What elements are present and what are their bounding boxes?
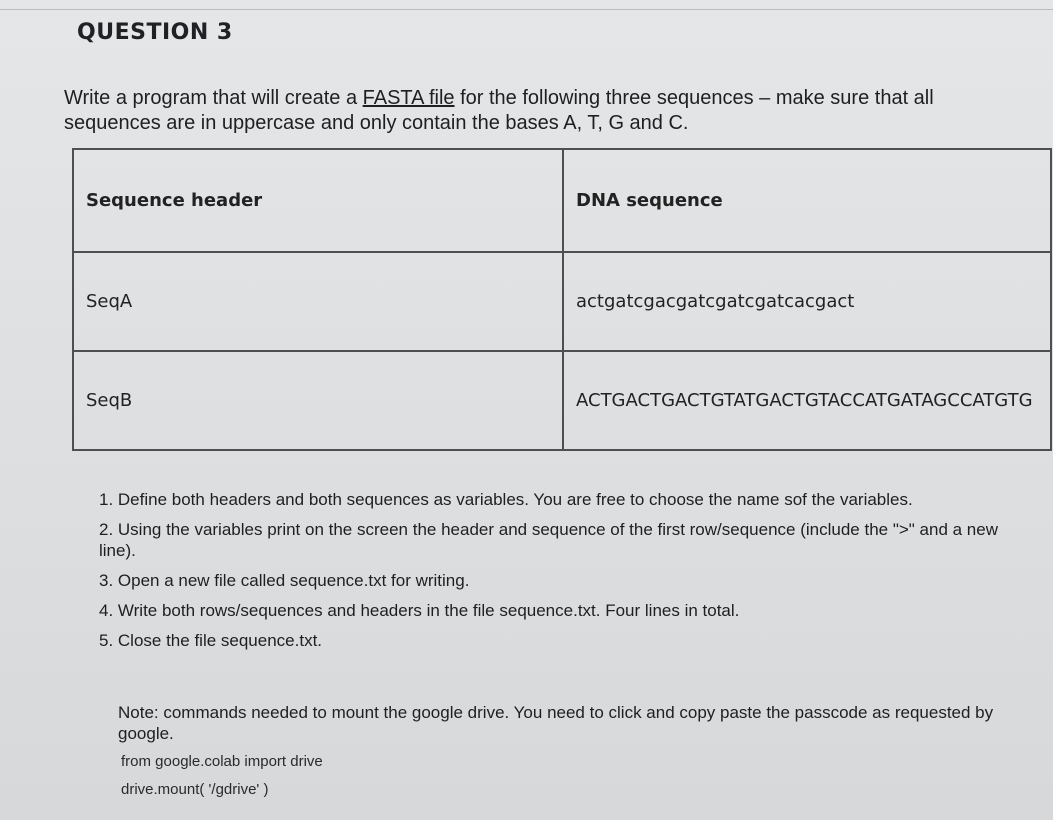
- intro-text-start: Write a program that will create a: [64, 87, 363, 109]
- row-sequence-cell: actgatcgacgatcgatcgatcacgact: [563, 252, 1051, 351]
- column-header-sequence-header: Sequence header: [73, 149, 563, 252]
- fasta-file-link[interactable]: FASTA file: [362, 87, 455, 109]
- instruction-item: 4. Write both rows/sequences and headers in the file sequence.txt. Four lines in total.: [99, 601, 740, 620]
- table-row: [73, 252, 1051, 351]
- instruction-item: 2. Using the variables print on the screen the header and sequence of the first row/sequence (include the ">" and a new line).: [99, 520, 998, 560]
- row-sequence-cell: ACTGACTGACTGTATGACTGTACCATGATAGCCATGTG: [563, 351, 1051, 450]
- top-divider: [0, 9, 1053, 10]
- question-intro: [64, 86, 1024, 136]
- instruction-list: [99, 489, 999, 660]
- sequence-table: [72, 148, 1052, 451]
- question-title: QUESTION 3: [77, 20, 233, 45]
- row-header-cell: SeqA: [73, 252, 563, 351]
- code-line: from google.colab import drive: [121, 753, 323, 770]
- table-row: [73, 351, 1051, 450]
- row-header-cell: SeqB: [73, 351, 563, 450]
- intro-text-end: for the following three sequences – make sure that all sequences are in uppercase and only contain the bases A, T, G and C.: [64, 87, 934, 134]
- instruction-item: 1. Define both headers and both sequences as variables. You are free to choose the name sof the variables.: [99, 490, 913, 509]
- instruction-item: 5. Close the file sequence.txt.: [99, 631, 323, 650]
- note-text: Note: commands needed to mount the google drive. You need to click and copy paste the passcode as requested by google.: [118, 703, 994, 743]
- column-header-dna-sequence: DNA sequence: [563, 149, 1051, 252]
- table-header-row: [73, 149, 1051, 252]
- code-line: drive.mount( '/gdrive' ): [121, 781, 269, 798]
- instruction-item: 3. Open a new file called sequence.txt for writing.: [99, 571, 470, 590]
